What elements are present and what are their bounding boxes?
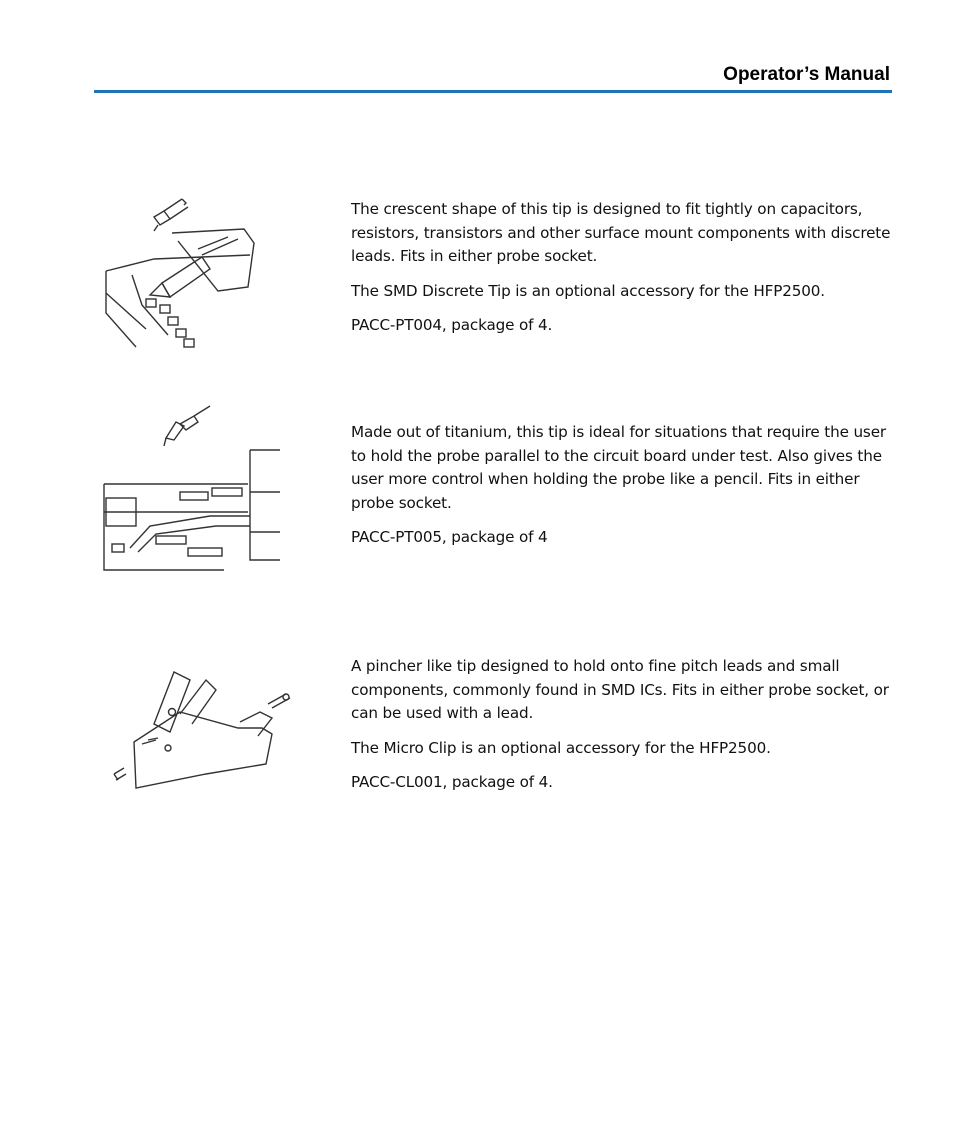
description-paragraph: The crescent shape of this tip is designed to fit tightly on capacitors, resistors, transistors and other surface mount components with discrete leads. Fits in either probe socket.	[351, 200, 891, 265]
part-number: PACC-PT005, package of 4	[351, 528, 548, 546]
availability-paragraph: The Micro Clip is an optional accessory for the HFP2500.	[351, 738, 771, 757]
availability-paragraph: The SMD Discrete Tip is an optional accessory for the HFP2500.	[351, 281, 825, 300]
part-number: PACC-PT004, package of 4.	[351, 316, 553, 334]
micro-clip-illustration	[106, 664, 292, 792]
header-divider	[94, 90, 892, 93]
smd-discrete-tip-description	[351, 198, 901, 349]
description-paragraph: A pincher like tip designed to hold onto fine pitch leads and small components, commonly found in SMD ICs. Fits in either probe socket, or can be used with a lead.	[351, 657, 889, 722]
bent-titanium-tip-description	[351, 421, 901, 561]
description-paragraph: Made out of titanium, this tip is ideal for situations that require the user to hold the probe parallel to the circuit board under test. Also gives the user more control when holding the probe like a pencil. Fits in either probe socket.	[351, 423, 886, 512]
smd-discrete-tip-illustration	[102, 193, 262, 351]
bent-titanium-tip-illustration	[102, 402, 282, 574]
page-title: Operator’s Manual	[723, 64, 890, 85]
micro-clip-description	[351, 655, 901, 806]
part-number: PACC-CL001, package of 4.	[351, 773, 553, 791]
page-header	[94, 62, 892, 92]
